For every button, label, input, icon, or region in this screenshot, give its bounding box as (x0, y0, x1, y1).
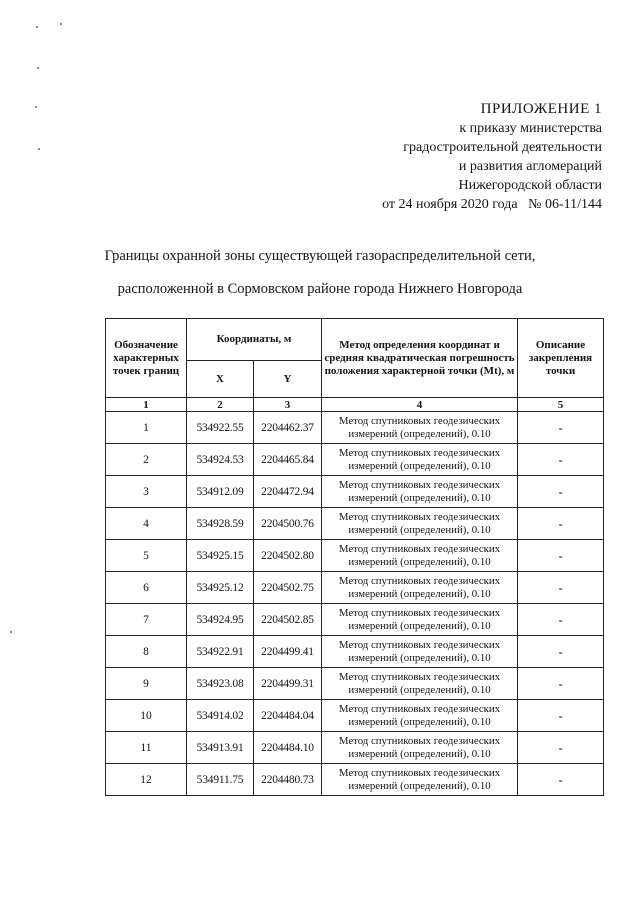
x-coordinate-cell: 534925.12 (187, 572, 254, 604)
y-coordinate-cell: 2204480.73 (254, 764, 322, 796)
x-coordinate-cell: 534924.95 (187, 604, 254, 636)
point-number-cell: 7 (106, 604, 187, 636)
table-row (106, 540, 604, 572)
x-coordinate-cell: 534925.15 (187, 540, 254, 572)
y-coordinate-cell: 2204500.76 (254, 508, 322, 540)
description-cell: - (518, 700, 604, 732)
table-row (106, 572, 604, 604)
point-number-cell: 8 (106, 636, 187, 668)
method-cell: Метод спутниковых геодезических измерений (определений), 0.10 (322, 508, 518, 540)
column-number: 2 (187, 398, 254, 412)
scan-speck (10, 631, 12, 633)
x-coordinate-cell: 534923.08 (187, 668, 254, 700)
y-coordinate-cell: 2204484.10 (254, 732, 322, 764)
appendix-line: и развития агломераций (458, 159, 602, 174)
method-cell: Метод спутниковых геодезических измерений (определений), 0.10 (322, 732, 518, 764)
y-coordinate-cell: 2204484.04 (254, 700, 322, 732)
y-coordinate-cell: 2204499.31 (254, 668, 322, 700)
title-line-1: Границы охранной зоны существующей газораспределительной сети, (104, 248, 536, 264)
point-number-cell: 4 (106, 508, 187, 540)
column-number: 4 (322, 398, 518, 412)
x-coordinate-cell: 534922.91 (187, 636, 254, 668)
y-coordinate-cell: 2204472.94 (254, 476, 322, 508)
point-number-cell: 11 (106, 732, 187, 764)
method-cell: Метод спутниковых геодезических измерений (определений), 0.10 (322, 764, 518, 796)
description-cell: - (518, 636, 604, 668)
x-coordinate-cell: 534928.59 (187, 508, 254, 540)
point-number-cell: 2 (106, 444, 187, 476)
point-number-cell: 3 (106, 476, 187, 508)
method-cell: Метод спутниковых геодезических измерений (определений), 0.10 (322, 476, 518, 508)
description-cell: - (518, 508, 604, 540)
method-cell: Метод спутниковых геодезических измерений (определений), 0.10 (322, 636, 518, 668)
point-number-cell: 5 (106, 540, 187, 572)
scan-speck (60, 23, 62, 25)
description-cell: - (518, 412, 604, 444)
header-y: Y (254, 361, 322, 398)
x-coordinate-cell: 534913.91 (187, 732, 254, 764)
boundary-points-table (105, 318, 604, 796)
point-number-cell: 10 (106, 700, 187, 732)
table-row (106, 732, 604, 764)
description-cell: - (518, 476, 604, 508)
x-coordinate-cell: 534912.09 (187, 476, 254, 508)
method-cell: Метод спутниковых геодезических измерений (определений), 0.10 (322, 412, 518, 444)
point-number-cell: 12 (106, 764, 187, 796)
header-method: Метод определения координат и средняя квадратическая погрешность положения характерной точки (Mt), м (322, 319, 518, 398)
table-row (106, 636, 604, 668)
x-coordinate-cell: 534914.02 (187, 700, 254, 732)
description-cell: - (518, 604, 604, 636)
y-coordinate-cell: 2204465.84 (254, 444, 322, 476)
x-coordinate-cell: 534911.75 (187, 764, 254, 796)
appendix-heading: ПРИЛОЖЕНИЕ 1 (480, 101, 602, 117)
point-number-cell: 6 (106, 572, 187, 604)
description-cell: - (518, 764, 604, 796)
header-description: Описание закрепления точки (518, 319, 604, 398)
method-cell: Метод спутниковых геодезических измерений (определений), 0.10 (322, 700, 518, 732)
y-coordinate-cell: 2204462.37 (254, 412, 322, 444)
table-row (106, 668, 604, 700)
table-row (106, 508, 604, 540)
description-cell: - (518, 540, 604, 572)
description-cell: - (518, 444, 604, 476)
column-number: 3 (254, 398, 322, 412)
column-number-row (106, 398, 604, 412)
header-point-designation: Обозначение характерных точек границ (106, 319, 187, 398)
appendix-line: градостроительной деятельности (403, 140, 602, 155)
method-cell: Метод спутниковых геодезических измерений (определений), 0.10 (322, 540, 518, 572)
y-coordinate-cell: 2204502.80 (254, 540, 322, 572)
column-number: 1 (106, 398, 187, 412)
scan-speck (38, 148, 40, 150)
description-cell: - (518, 668, 604, 700)
table-row (106, 476, 604, 508)
method-cell: Метод спутниковых геодезических измерений (определений), 0.10 (322, 604, 518, 636)
method-cell: Метод спутниковых геодезических измерений (определений), 0.10 (322, 668, 518, 700)
y-coordinate-cell: 2204502.75 (254, 572, 322, 604)
scan-speck (37, 67, 39, 69)
x-coordinate-cell: 534924.53 (187, 444, 254, 476)
appendix-block (302, 100, 602, 214)
method-cell: Метод спутниковых геодезических измерений (определений), 0.10 (322, 444, 518, 476)
point-number-cell: 9 (106, 668, 187, 700)
y-coordinate-cell: 2204502.85 (254, 604, 322, 636)
document-title (60, 240, 580, 306)
appendix-line: к приказу министерства (459, 121, 602, 136)
header-coordinates: Координаты, м (187, 319, 322, 361)
description-cell: - (518, 572, 604, 604)
table-row (106, 604, 604, 636)
table-row (106, 700, 604, 732)
y-coordinate-cell: 2204499.41 (254, 636, 322, 668)
x-coordinate-cell: 534922.55 (187, 412, 254, 444)
title-line-2: расположенной в Сормовском районе города Нижнего Новгорода (117, 281, 523, 297)
column-number: 5 (518, 398, 604, 412)
header-x: X (187, 361, 254, 398)
scan-speck (36, 26, 38, 28)
scan-speck (35, 106, 37, 108)
appendix-line: Нижегородской области (458, 178, 602, 193)
point-number-cell: 1 (106, 412, 187, 444)
description-cell: - (518, 732, 604, 764)
method-cell: Метод спутниковых геодезических измерений (определений), 0.10 (322, 572, 518, 604)
table-row (106, 764, 604, 796)
table-row (106, 412, 604, 444)
table-row (106, 444, 604, 476)
appendix-date-number: от 24 ноября 2020 года № 06-11/144 (382, 197, 602, 212)
